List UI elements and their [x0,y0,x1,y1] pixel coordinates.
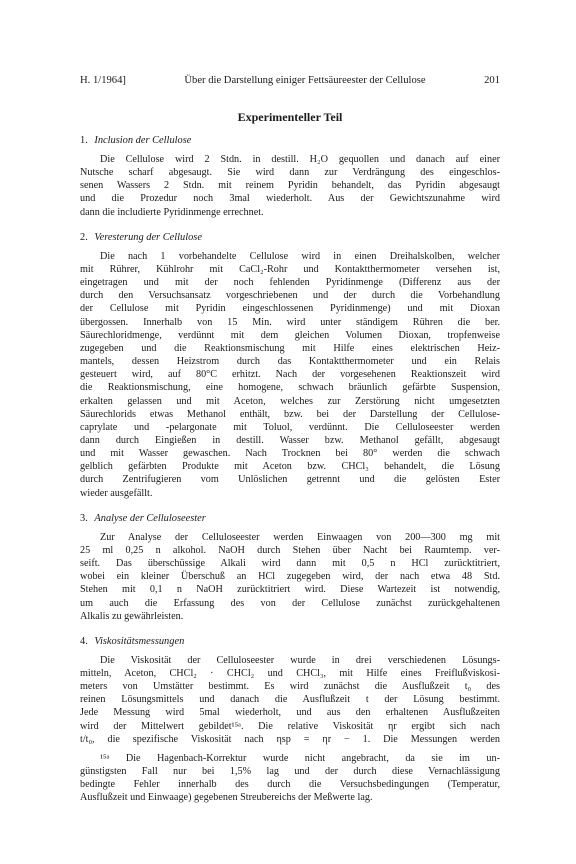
text-line: die Reaktionsmischung, eine homogene, schwach bräunlich gefärbte Suspension, [80,382,500,394]
footnote-line: Ausflußzeit und Einwaage) gegebenen Streubereichs der Meßwerte lag. [80,792,373,804]
text-line: um auch die Erfassung des von der Cellulose zunächst zurückgehaltenen [80,597,500,609]
text-line: zugegeben und die Reaktionsmischung mit Hilfe eines elektrischen Heiz- [80,342,500,354]
text-line: wieder ausgefällt. [80,487,153,499]
running-title: Über die Darstellung einiger Fettsäureester der Cellulose [184,75,426,86]
text-line: übergossen. Innerhalb von 15 Min. wird unter ständigem Rühren die ber. [80,316,500,328]
subsection-number: 1. [80,135,88,146]
text-line: und mit Wasser gewaschen. Nach Trocknen bei 80° werden die schwach [80,448,500,460]
text-line: Stehen mit 0,1 n NaOH zurücktitriert wird. Diese Wartezeit ist notwendig, [80,584,500,596]
text-line: meters von Umstätter bestimmt. Es wird zunächst die Ausflußzeit t₀ des [80,681,500,693]
text-line: caprylate und -pelargonate mit Toluol, verdünnt. Die Celluloseester werden [80,421,500,433]
footnote [80,752,500,805]
text-line: 25 ml 0,25 n alkohol. NaOH durch Stehen über Nacht bei Raumtemp. ver- [80,544,500,556]
subsection-heading [80,512,500,525]
text-line: Alkalis zu gewährleisten. [80,610,184,622]
text-line: durch den Versuchsansatz vorgeschriebenen und der durch die Vorbehandlung [80,290,500,302]
text-line: Jede Messung wird 5mal wiederholt, und aus den erhaltenen Ausflußzeiten [80,707,500,719]
section-heading: Experimenteller Teil [237,110,343,124]
text-line: reinen Lösungsmittels und danach die Ausflußzeit t der Lösung bestimmt. [80,694,500,706]
text-line: Säurechloridmenge, verdünnt mit dem gleichen Volumen Dioxan, tropfenweise [80,329,500,341]
text-line: dann die includierte Pyridinmenge errechnet. [80,206,264,218]
text-line: Die Cellulose wird 2 Stdn. in destill. H₂O gequollen und danach auf einer [100,154,500,165]
text-line: mantels, dessen Heizstrom durch das Kontaktthermometer und ein Relais [80,356,500,368]
text-line: gesteuert wird, auf 80°C erhitzt. Nach der vorgesehenen Reaktionszeit wird [80,369,500,381]
paragraph [80,531,500,623]
text-line: dann durch Eingießen in destill. Wasser bzw. Methanol gefällt, abgesaugt [80,434,500,446]
subsection-number: 3. [80,512,88,524]
subsection-title: Viskositätsmessungen [94,635,185,647]
text-line: senen Wassers 2 Stdn. mit reinem Pyridin behandelt, das Pyridin abgesaugt [80,180,500,192]
section-analysis [80,512,500,623]
page-number: 201 [484,75,500,86]
subsection-number: 4. [80,635,88,647]
text-line: Säurechlorids etwas Methanol enthält, bzw. bei der Darstellung der Cellulose- [80,408,500,420]
subsection-title: Analyse der Celluloseester [94,512,206,524]
text-line: eingetragen und mit der noch fehlenden Pyridinmenge (Differenz aus der [80,277,500,289]
subsection-title: Veresterung der Cellulose [94,231,202,243]
text-line: wird der Mittelwert gebildet¹⁵ᵃ. Die relative Viskosität ηr ergibt sich nach [80,720,500,732]
text-line: t/t₀, die spezifische Viskosität nach ηsp = ηr − 1. Die Messungen werden [80,733,500,745]
footnote-line: bedingte Fehler innerhalb des durch die Versuchsbedingungen (Temperatur, [80,779,500,791]
section-viscosity [80,635,500,746]
text-line: Die nach 1 vorbehandelte Cellulose wird in einen Dreihalskolben, welcher [100,250,500,262]
text-line: Zur Analyse der Celluloseester werden Einwaagen von 200—300 mg mit [100,531,500,543]
subsection-title: Inclusion der Cellulose [94,135,192,146]
footnote-line: günstigsten Fall nur bei 1,5% lag und der durch diese Vernachlässigung [80,766,500,778]
text-line: und die Prozedur noch 3mal wiederholt. Aus der Gewichtszunahme wird [80,193,500,205]
text-line: Die Viskosität der Celluloseester wurde in drei verschiedenen Lösungs- [100,654,500,666]
running-header [80,74,500,88]
text-line: Nutsche scharf abgesaugt. Sie wird dann zur Verdrängung des eingeschlos- [80,167,500,179]
text-line: der Cellulose mit Pyridin eingeschlossenen Pyridinmenge) und mit Dioxan [80,303,500,315]
paragraph [80,654,500,746]
text-line: wobei ein kleiner Überschuß an HCl zugegeben wird, der nach etwa 48 Std. [80,571,500,583]
text-line: mitteln, Aceton, CHCl₂ · CHCl₂ und CHCl₃, mit Hilfe eines Freiflußviskosi- [80,668,500,679]
journal-issue: H. 1/1964] [80,75,126,86]
section-esterification [80,231,500,500]
footnote-line: ¹⁵ᵃ Die Hagenbach-Korrektur wurde nicht angebracht, da sie im un- [100,752,500,764]
section-inclusion [80,134,500,219]
text-line: durch Zentrifugieren vom Unlöslichen getrennt und die gelösten Ester [80,474,500,486]
subsection-heading [80,231,500,244]
text-line: gelblich gefärbten Produkte mit Aceton bzw. CHCl₃ behandelt, die Lösung [80,461,500,473]
document-page [80,74,500,805]
subsection-heading [80,134,500,147]
subsection-number: 2. [80,231,88,243]
paragraph [80,153,500,219]
text-line: erkalten gelassen und mit Aceton, welches zur Zerstörung nicht umgesetzten [80,395,500,407]
text-line: seift. Das überschüssige Alkali wird dann mit 0,5 n HCl zurücktitriert, [80,558,500,570]
subsection-heading [80,635,500,648]
paragraph [80,250,500,500]
text-line: mit Rührer, Kühlrohr mit CaCl₂-Rohr und Kontaktthermometer versehen ist, [80,263,500,275]
